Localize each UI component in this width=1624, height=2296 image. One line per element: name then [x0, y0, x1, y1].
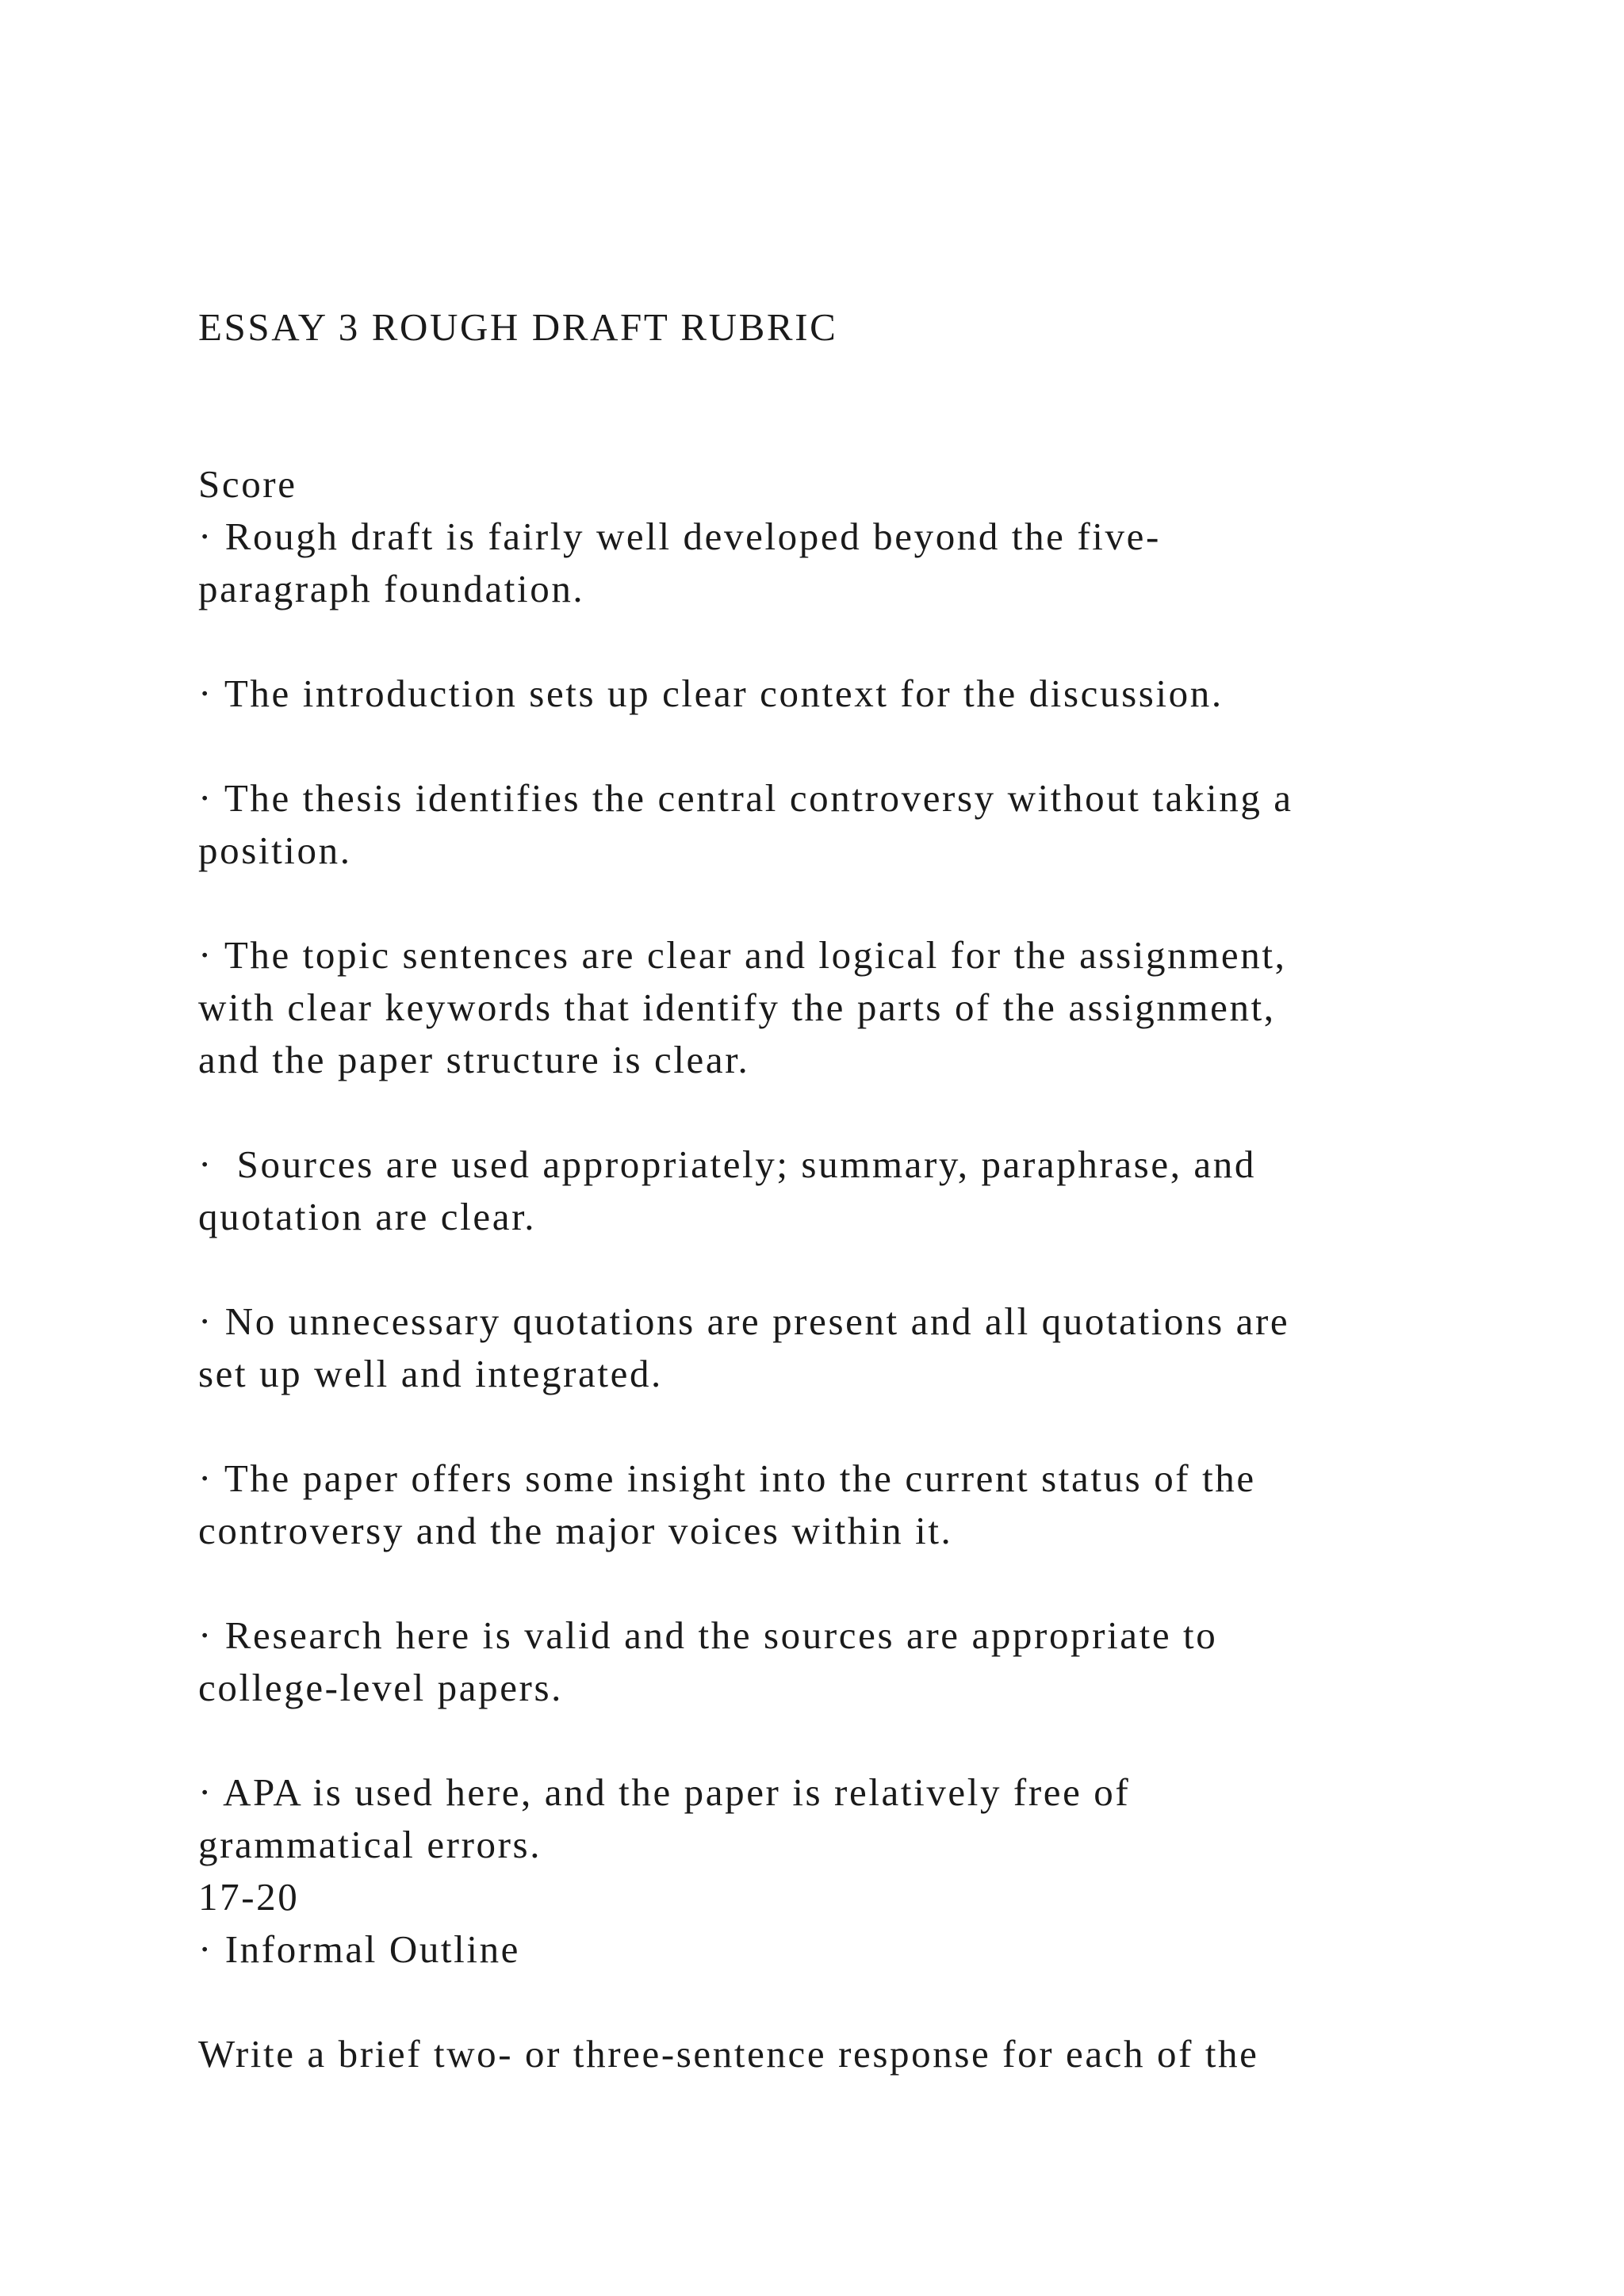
criterion-7-line-1: · The paper offers some insight into the current status of the [198, 1456, 1256, 1500]
criterion-3-line-2: position. [198, 828, 352, 872]
criterion-1-line-1: · Rough draft is fairly well developed beyond the five- [198, 515, 1161, 558]
criterion-6-line-2: set up well and integrated. [198, 1352, 663, 1395]
closing-line: Write a brief two- or three-sentence response for each of the [198, 2032, 1259, 2076]
criterion-5-line-2: quotation are clear. [198, 1195, 537, 1238]
outline-item: · Informal Outline [198, 1927, 521, 1971]
criterion-9-line-1: · APA is used here, and the paper is relatively free of [198, 1770, 1131, 1814]
criterion-8-line-1: · Research here is valid and the sources are appropriate to [198, 1613, 1218, 1657]
criterion-4-line-3: and the paper structure is clear. [198, 1038, 750, 1081]
score-range: 17-20 [198, 1875, 300, 1919]
criterion-4-line-1: · The topic sentences are clear and logical for the assignment, [198, 933, 1287, 977]
criterion-8-line-2: college-level papers. [198, 1666, 563, 1709]
score-label: Score [198, 462, 297, 506]
criterion-2-line-1: · The introduction sets up clear context for the discussion. [198, 672, 1224, 715]
document-title: ESSAY 3 ROUGH DRAFT RUBRIC [198, 305, 838, 349]
criterion-7-line-2: controversy and the major voices within it. [198, 1509, 953, 1552]
criterion-1-line-2: paragraph foundation. [198, 567, 585, 610]
criterion-4-line-2: with clear keywords that identify the parts of the assignment, [198, 985, 1276, 1029]
criterion-3-line-1: · The thesis identifies the central controversy without taking a [198, 776, 1293, 820]
criterion-5-line-1: · Sources are used appropriately; summary, paraphrase, and [198, 1142, 1256, 1186]
criterion-9-line-2: grammatical errors. [198, 1823, 542, 1866]
criterion-6-line-1: · No unnecessary quotations are present and all quotations are [198, 1299, 1290, 1343]
